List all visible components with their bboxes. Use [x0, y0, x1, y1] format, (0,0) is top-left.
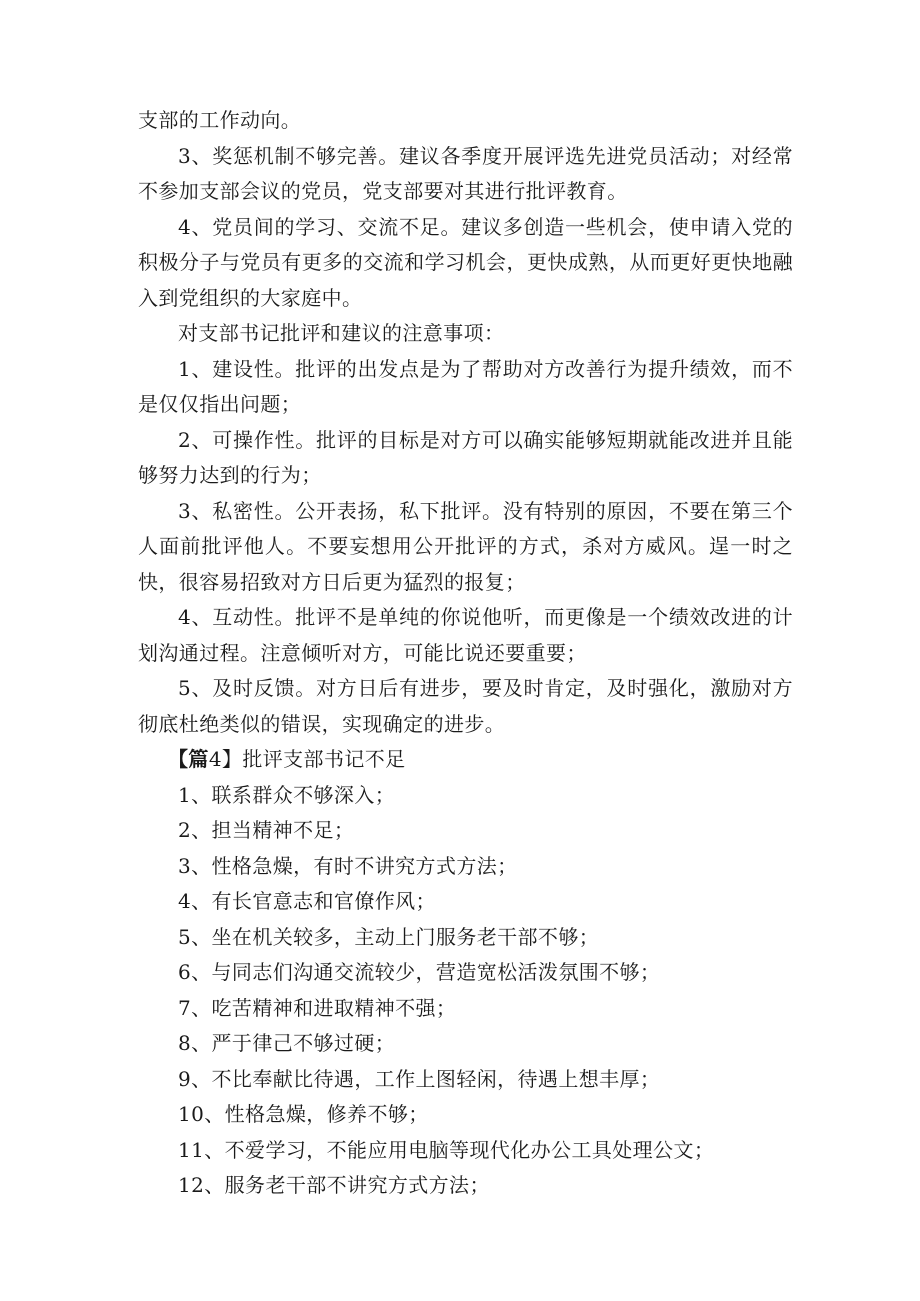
list-item: 5、坐在机关较多，主动上门服务老干部不够；: [178, 924, 600, 949]
document-body: [138, 103, 793, 1204]
list-item: 10、性格急燥，修养不够；: [178, 1102, 429, 1126]
paragraph-operability: 2、可操作性。批评的目标是对方可以确实能够短期就能改进并且能够努力达到的行为；: [138, 427, 793, 487]
list-item: 8、严于律己不够过硬；: [178, 1031, 396, 1055]
paragraph-reward-mechanism: 3、奖惩机制不够完善。建议各季度开展评选先进党员活动；对经常不参加支部会议的党员，党支部要对其进行批评教育。: [138, 143, 793, 203]
paragraph-notes-title: 对支部书记批评和建议的注意事项：: [178, 321, 505, 345]
list-item: 1、联系群众不够深入；: [178, 782, 396, 807]
list-item: 9、不比奉献比待遇，工作上图轻闲，待遇上想丰厚；: [178, 1066, 661, 1091]
paragraph-privacy: 3、私密性。公开表扬，私下批评。没有特别的原因，不要在第三个人面前批评他人。不要妄想用公开批评的方式，杀对方威风。逞一时之快，很容易招致对方日后更为猛烈的报复；: [138, 498, 793, 594]
section-heading-label: 【篇: [168, 747, 209, 771]
list-item: 6、与同志们沟通交流较少，营造宽松活泼氛围不够；: [178, 960, 661, 984]
list-item: 3、性格急燥，有时不讲究方式方法；: [178, 853, 518, 878]
list-item: 2、担当精神不足；: [178, 818, 355, 842]
list-item: 12、服务老干部不讲究方式方法；: [178, 1173, 490, 1197]
paragraph-constructive: 1、建设性。批评的出发点是为了帮助对方改善行为提升绩效，而不是仅仅指出问题；: [138, 356, 793, 416]
continuation-text: 支部的工作动向。: [138, 108, 302, 132]
paragraph-member-exchange: 4、党员间的学习、交流不足。建议多创造一些机会，使申请入党的积极分子与党员有更多的交流和学习机会，更快成熟，从而更好更快地融入到党组织的大家庭中。: [138, 214, 793, 310]
paragraph-feedback: 5、及时反馈。对方日后有进步，要及时肯定，及时强化，激励对方彻底杜绝类似的错误，实现确定的进步。: [138, 676, 793, 736]
section-heading: [138, 742, 793, 778]
list-item: 7、吃苦精神和进取精神不强；: [178, 995, 457, 1020]
paragraph-interactivity: 4、互动性。批评不是单纯的你说他听，而更像是一个绩效改进的计划沟通过程。注意倾听对方，可能比说还要重要；: [138, 605, 793, 665]
list-item: 11、不爱学习，不能应用电脑等现代化办公工具处理公文；: [178, 1137, 715, 1162]
section-heading-number: 4】: [208, 747, 243, 771]
section-heading-title: 批评支部书记不足: [242, 747, 406, 771]
list-item: 4、有长官意志和官僚作风；: [178, 889, 436, 913]
